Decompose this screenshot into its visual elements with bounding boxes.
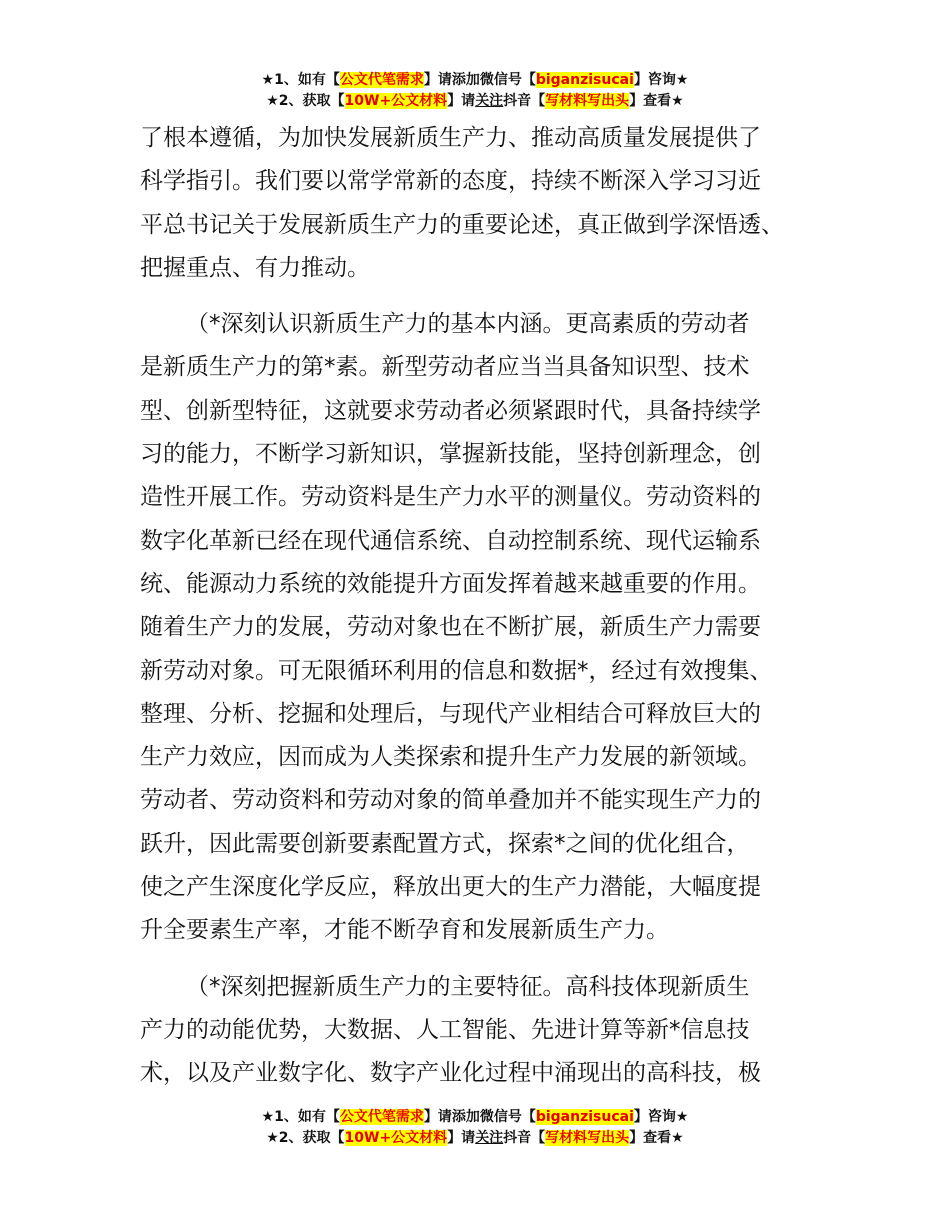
banner-text: 】请添加微信号【: [423, 72, 536, 88]
paragraph-2: [140, 303, 830, 952]
document-body: [140, 117, 830, 1109]
footer-banner: [0, 1107, 950, 1149]
text-line: 习的能力，不断学习新知识，掌握新技能，坚持创新理念，创: [140, 441, 761, 468]
highlight-wechat-id: biganzisucai: [535, 72, 634, 88]
paragraph-1: [140, 117, 830, 290]
text-line: 跃升，因此需要创新要素配置方式，探索*之间的优化组合，: [140, 830, 750, 857]
highlight-ghostwriting: 公文代笔需求: [339, 1109, 424, 1125]
banner-text: 】咨询★: [633, 72, 689, 88]
header-banner-line-1: [0, 70, 950, 91]
underlined-follow: 关注: [475, 93, 504, 109]
highlight-wechat-id: biganzisucai: [535, 1109, 634, 1125]
text-line: 平总书记关于发展新质生产力的重要论述，真正做到学深悟透、: [140, 211, 784, 238]
text-line: 型、创新型特征，这就要求劳动者必须紧跟时代，具备持续学: [140, 397, 761, 424]
banner-text: ★2、获取【: [266, 93, 345, 109]
text-line: 升全要素生产率，才能不断孕育和发展新质生产力。: [140, 917, 669, 944]
text-line: （*深刻认识新质生产力的基本内涵。更高素质的劳动者: [186, 311, 750, 338]
text-line: 统、能源动力系统的效能提升方面发挥着越来越重要的作用。: [140, 570, 761, 597]
banner-text: ★2、获取【: [266, 1130, 345, 1146]
banner-text: ★1、如有【: [261, 1109, 340, 1125]
banner-text: 】查看★: [629, 1130, 684, 1146]
paragraph-3: [140, 966, 830, 1096]
banner-text: 】请: [447, 1130, 476, 1146]
text-line: 使之产生深度化学反应，释放出更大的生产力潜能，大幅度提: [140, 874, 761, 901]
footer-banner-line-1: [0, 1107, 950, 1128]
text-line: 整理、分析、挖掘和处理后，与现代产业相结合可释放巨大的: [140, 700, 761, 727]
text-line: 数字化革新已经在现代通信系统、自动控制系统、现代运输系: [140, 527, 761, 554]
text-line: 术，以及产业数字化、数字产业化过程中涌现出的高科技，极: [140, 1060, 761, 1087]
underlined-follow: 关注: [475, 1130, 504, 1146]
text-line: 产力的动能优势，大数据、人工智能、先进计算等新*信息技: [140, 1016, 750, 1043]
text-line: 造性开展工作。劳动资料是生产力水平的测量仪。劳动资料的: [140, 484, 761, 511]
text-line: 科学指引。我们要以常学常新的态度，持续不断深入学习习近: [140, 168, 761, 195]
text-line: 是新质生产力的第*素。新型劳动者应当当具备知识型、技术: [140, 354, 750, 381]
banner-text: 】咨询★: [633, 1109, 689, 1125]
highlight-douyin-account: 写材料写出头: [545, 93, 630, 109]
banner-text: 】请: [447, 93, 476, 109]
footer-banner-line-2: [0, 1128, 950, 1149]
highlight-douyin-account: 写材料写出头: [545, 1130, 630, 1146]
highlight-materials: 10W+公文材料: [344, 93, 448, 109]
text-line: 了根本遵循，为加快发展新质生产力、推动高质量发展提供了: [140, 125, 761, 151]
text-line: 劳动者、劳动资料和劳动对象的简单叠加并不能实现生产力的: [140, 787, 761, 814]
banner-text: 抖音【: [503, 1130, 546, 1146]
text-line: 把握重点、有力推动。: [140, 254, 370, 281]
header-banner: [0, 70, 950, 112]
text-line: 生产力效应，因而成为人类探索和提升生产力发展的新领域。: [140, 744, 761, 771]
header-banner-line-2: [0, 91, 950, 112]
text-line: （*深刻把握新质生产力的主要特征。高科技体现新质生: [186, 973, 750, 1000]
highlight-materials: 10W+公文材料: [344, 1130, 448, 1146]
highlight-ghostwriting: 公文代笔需求: [339, 72, 424, 88]
banner-text: 】查看★: [629, 93, 684, 109]
text-line: 随着生产力的发展，劳动对象也在不断扩展，新质生产力需要: [140, 614, 761, 641]
banner-text: 抖音【: [503, 93, 546, 109]
text-line: 新劳动对象。可无限循环利用的信息和数据*，经过有效搜集、: [140, 657, 773, 684]
banner-text: ★1、如有【: [261, 72, 340, 88]
banner-text: 】请添加微信号【: [423, 1109, 536, 1125]
